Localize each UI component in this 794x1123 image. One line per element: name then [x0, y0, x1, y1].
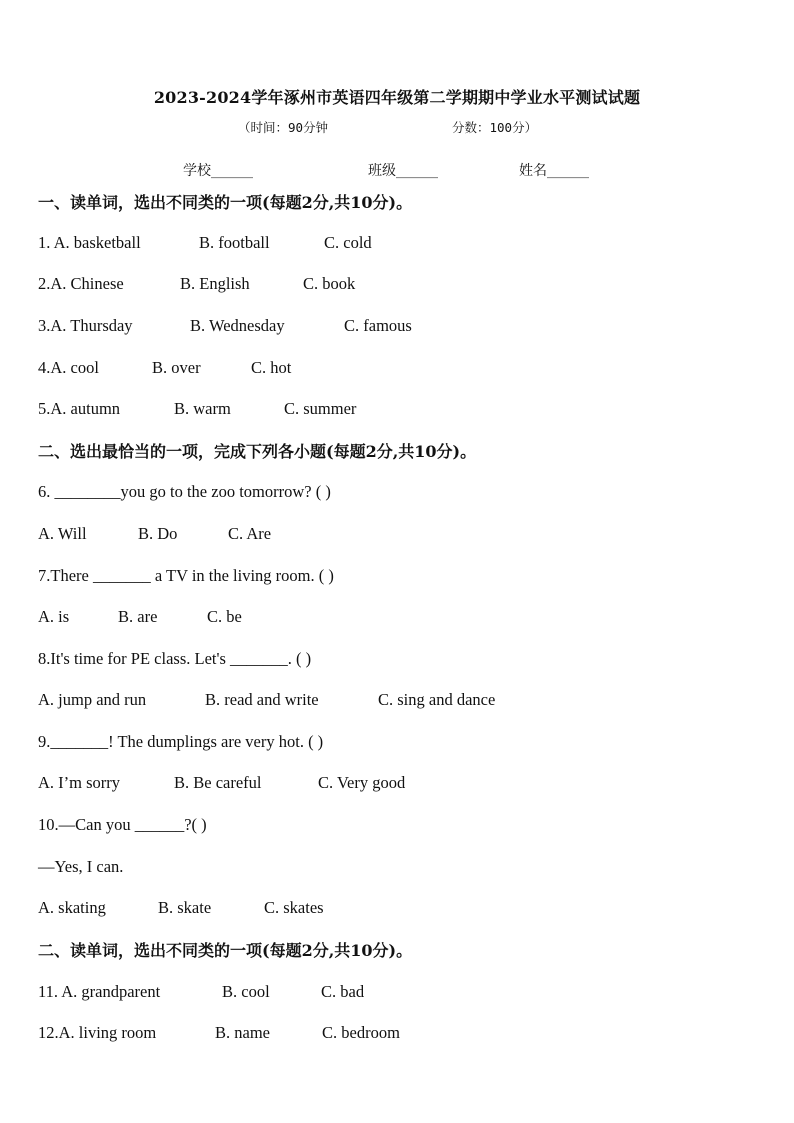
q11-option-b: B. cool [222, 982, 270, 1001]
q6-option-c: C. Are [228, 524, 272, 543]
q3-option-c: C. famous [344, 316, 412, 335]
section-2-heading: 二、选出最恰当的一项，完成下列各小题(每题2分,共10分)。 [38, 442, 477, 461]
q7-option-b: B. are [118, 607, 158, 626]
q12-option-a: 12.A. living room [38, 1023, 157, 1042]
q5-option-a: 5.A. autumn [38, 399, 121, 418]
q3-option-a: 3.A. Thursday [38, 316, 133, 335]
q10-option-b: B. skate [158, 898, 212, 917]
exam-title: 2023-2024学年涿州市英语四年级第二学期期中学业水平测试试题 [153, 88, 641, 107]
exam-score: 分数：100分） [452, 120, 538, 135]
q3-option-b: B. Wednesday [190, 316, 285, 335]
q8-option-a: A. jump and run [38, 690, 147, 709]
q1-option-a: 1. A. basketball [38, 233, 141, 252]
q10-reply: —Yes, I can. [38, 857, 124, 876]
q9-option-c: C. Very good [318, 773, 406, 792]
q5-option-c: C. summer [284, 399, 357, 418]
q6-option-a: A. Will [38, 524, 87, 543]
q7-option-c: C. be [207, 607, 242, 626]
q1-option-c: C. cold [324, 233, 372, 252]
q8-option-c: C. sing and dance [378, 690, 496, 709]
q9-option-b: B. Be careful [174, 773, 262, 792]
class-field: 班级______ [368, 163, 438, 179]
section-3-heading: 二、读单词，选出不同类的一项(每题2分,共10分)。 [38, 941, 413, 960]
q4-option-b: B. over [152, 358, 201, 377]
q11-option-a: 11. A. grandparent [38, 982, 161, 1001]
q10-option-c: C. skates [264, 898, 324, 917]
q6-option-b: B. Do [138, 524, 178, 543]
q7-stem: 7.There _______ a TV in the living room. ( ) [38, 566, 334, 585]
q4-option-c: C. hot [251, 358, 292, 377]
q8-stem: 8.It's time for PE class. Let's _______. ( ) [38, 649, 312, 668]
q12-option-c: C. bedroom [322, 1023, 400, 1042]
section-1-heading: 一、读单词，选出不同类的一项(每题2分,共10分)。 [38, 193, 413, 212]
q9-option-a: A. I’m sorry [38, 773, 121, 792]
q11-option-c: C. bad [321, 982, 365, 1001]
q8-option-b: B. read and write [205, 690, 319, 709]
exam-time: （时间：90分钟 [238, 120, 329, 135]
school-field: 学校______ [183, 163, 253, 179]
q10-stem: 10.—Can you ______?( ) [38, 815, 207, 834]
q1-option-b: B. football [199, 233, 270, 252]
q10-option-a: A. skating [38, 898, 106, 917]
q12-option-b: B. name [215, 1023, 270, 1042]
q2-option-a: 2.A. Chinese [38, 274, 124, 293]
q4-option-a: 4.A. cool [38, 358, 99, 377]
q2-option-b: B. English [180, 274, 250, 293]
name-field: 姓名______ [519, 163, 589, 179]
q6-stem: 6. ________you go to the zoo tomorrow? ( ) [38, 482, 331, 501]
q5-option-b: B. warm [174, 399, 231, 418]
q9-stem: 9._______! The dumplings are very hot. ( ) [38, 732, 324, 751]
q2-option-c: C. book [303, 274, 356, 293]
q7-option-a: A. is [38, 607, 70, 626]
